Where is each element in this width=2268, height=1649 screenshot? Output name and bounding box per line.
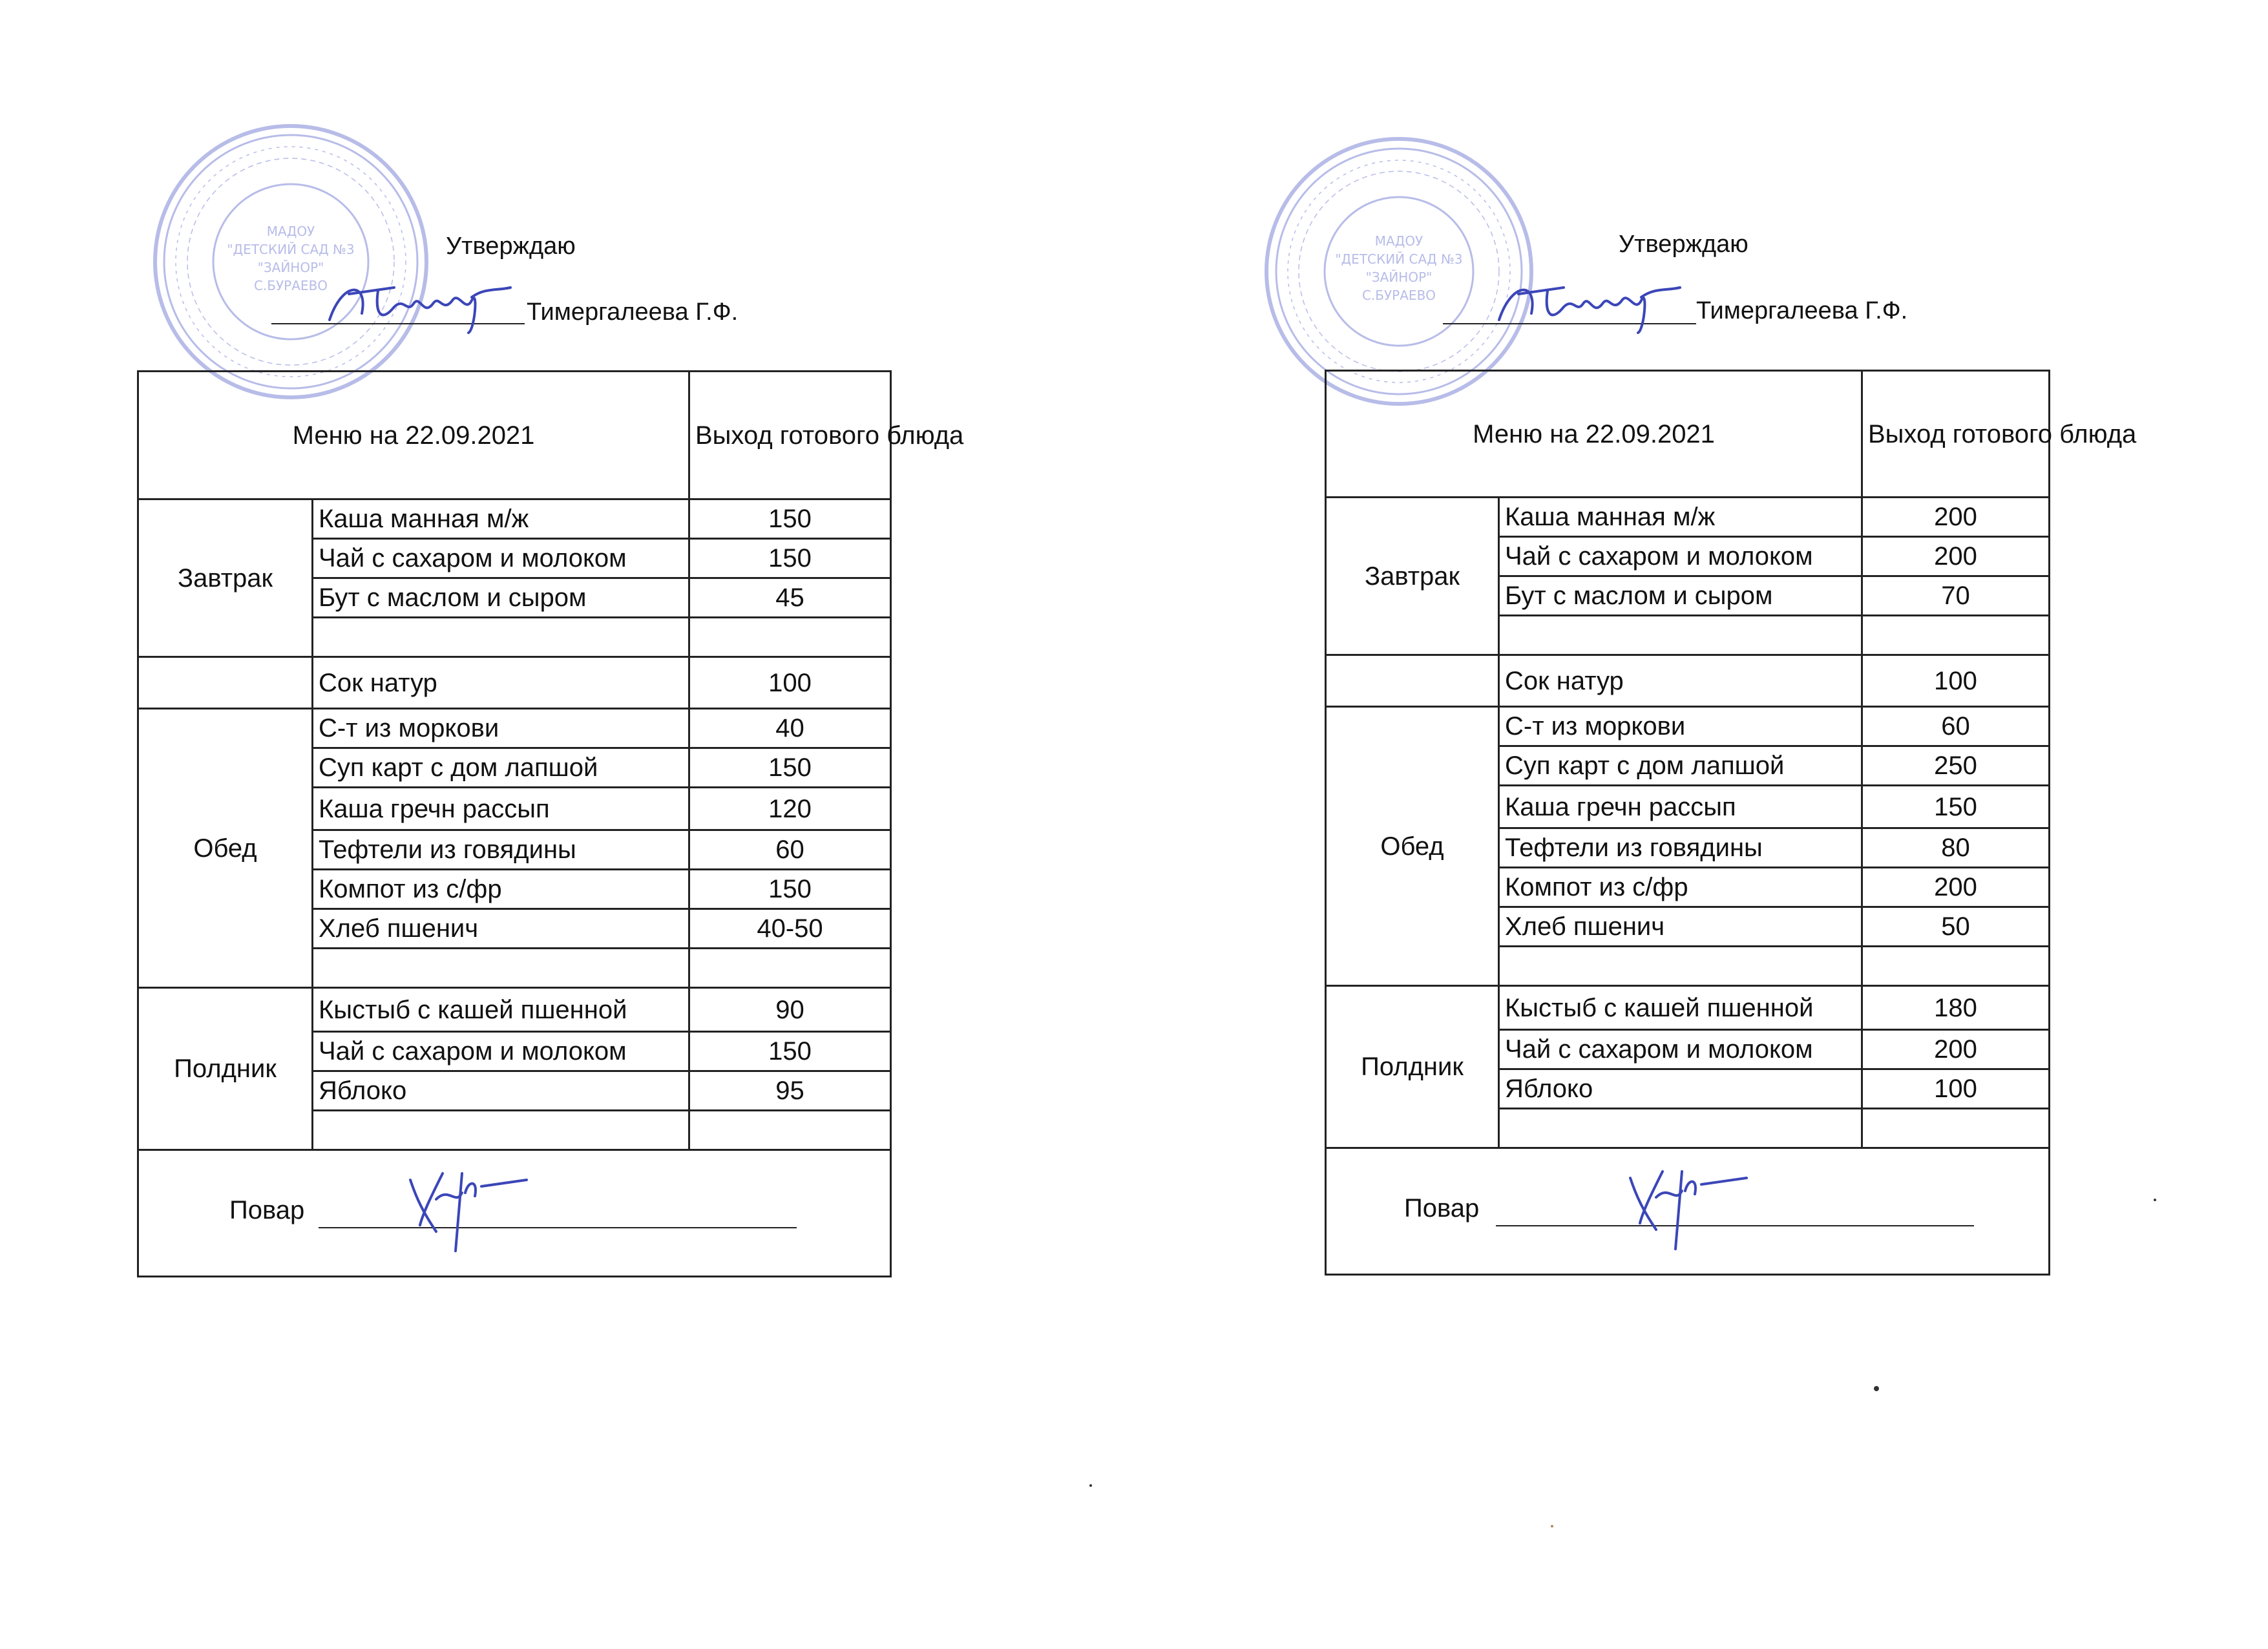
dish-name: Каша гречн рассып xyxy=(1499,786,1862,828)
dish-amount: 150 xyxy=(1862,786,2050,828)
menu-title: Меню на 22.09.2021 xyxy=(1326,371,1862,498)
dish-name: Тефтели из говядины xyxy=(1499,828,1862,868)
menu-title: Меню на 22.09.2021 xyxy=(138,372,689,499)
dish-name: Каша манная м/ж xyxy=(1499,498,1862,537)
empty-cell xyxy=(1862,616,2050,655)
dish-name: Чай с сахаром и молоком xyxy=(313,1032,689,1071)
dish-name: Тефтели из говядины xyxy=(313,830,689,870)
dish-name: С-т из моркови xyxy=(1499,707,1862,746)
dish-amount: 250 xyxy=(1862,746,2050,786)
dish-name: Бут с маслом и сыром xyxy=(313,578,689,618)
empty-cell xyxy=(138,657,313,709)
dish-amount: 45 xyxy=(689,578,891,618)
dish-amount: 150 xyxy=(689,539,891,578)
yield-header: Выход готового блюда xyxy=(689,372,891,499)
dish-name: Яблоко xyxy=(1499,1069,1862,1109)
dish-name: Хлеб пшенич xyxy=(313,909,689,949)
empty-cell xyxy=(313,618,689,657)
meal-label-breakfast: Завтрак xyxy=(138,499,313,657)
dish-amount: 200 xyxy=(1862,868,2050,907)
empty-cell xyxy=(1862,1109,2050,1148)
dish-name: Компот из с/фр xyxy=(313,870,689,909)
dish-amount: 40-50 xyxy=(689,909,891,949)
meal-label-afternoon: Полдник xyxy=(138,988,313,1150)
round-stamp xyxy=(145,120,436,404)
dish-amount: 50 xyxy=(1862,907,2050,947)
dish-name: Каша манная м/ж xyxy=(313,499,689,539)
dish-amount: 200 xyxy=(1862,1030,2050,1069)
cook-signature xyxy=(1617,1159,1759,1255)
cook-signature xyxy=(397,1161,540,1257)
stamp-line-4: С.БУРАЕВО xyxy=(1361,288,1436,303)
dish-name: Сок натур xyxy=(1499,655,1862,707)
scan-speck xyxy=(2154,1199,2156,1201)
dish-name: Чай с сахаром и молоком xyxy=(1499,537,1862,576)
dish-name: Хлеб пшенич xyxy=(1499,907,1862,947)
stamp-line-4: С.БУРАЕВО xyxy=(253,278,328,293)
dish-amount: 70 xyxy=(1862,576,2050,616)
dish-amount: 150 xyxy=(689,870,891,909)
empty-cell xyxy=(1326,655,1499,707)
approve-name: Тимергалеева Г.Ф. xyxy=(527,299,739,326)
cook-signature-cell xyxy=(1326,1148,2050,1275)
empty-cell xyxy=(689,949,891,988)
director-signature xyxy=(317,268,523,339)
empty-cell xyxy=(689,1111,891,1150)
cook-signature-line xyxy=(1496,1225,1974,1226)
yield-header: Выход готового блюда xyxy=(1862,371,2050,498)
empty-cell xyxy=(313,1111,689,1150)
approve-title: Утверждаю xyxy=(1619,231,1748,258)
stamp-line-2: "ДЕТСКИЙ САД №3 xyxy=(1335,251,1463,267)
dish-amount: 120 xyxy=(689,788,891,830)
dish-name: С-т из моркови xyxy=(313,709,689,748)
cook-label: Повар xyxy=(1404,1194,1480,1223)
dish-name: Каша гречн рассып xyxy=(313,788,689,830)
dish-amount: 80 xyxy=(1862,828,2050,868)
dish-amount: 100 xyxy=(1862,1069,2050,1109)
dish-amount: 100 xyxy=(1862,655,2050,707)
meal-label-breakfast: Завтрак xyxy=(1326,498,1499,655)
stamp-line-3: "ЗАЙНОР" xyxy=(1365,269,1433,285)
dish-name: Сок натур xyxy=(313,657,689,709)
dish-amount: 200 xyxy=(1862,537,2050,576)
scan-speck xyxy=(1551,1525,1553,1528)
empty-cell xyxy=(313,949,689,988)
stamp-line-3: "ЗАЙНОР" xyxy=(257,260,324,275)
dish-name: Чай с сахаром и молоком xyxy=(313,539,689,578)
approve-signature-line xyxy=(271,323,525,324)
cook-signature-cell xyxy=(138,1150,891,1277)
approve-title: Утверждаю xyxy=(446,233,576,260)
stamp-line-2: "ДЕТСКИЙ САД №3 xyxy=(227,242,355,257)
empty-cell xyxy=(1862,947,2050,986)
dish-name: Яблоко xyxy=(313,1071,689,1111)
scan-speck xyxy=(1874,1386,1879,1391)
dish-name: Компот из с/фр xyxy=(1499,868,1862,907)
dish-name: Кыстыб с кашей пшенной xyxy=(313,988,689,1032)
cook-label: Повар xyxy=(229,1196,305,1224)
cook-signature-line xyxy=(319,1227,797,1228)
menu-table xyxy=(1325,370,2137,1276)
dish-name: Суп карт с дом лапшой xyxy=(1499,746,1862,786)
empty-cell xyxy=(1499,947,1862,986)
dish-amount: 60 xyxy=(1862,707,2050,746)
dish-amount: 90 xyxy=(689,988,891,1032)
dish-amount: 95 xyxy=(689,1071,891,1111)
meal-label-afternoon: Полдник xyxy=(1326,986,1499,1148)
menu-table xyxy=(137,370,964,1277)
director-signature xyxy=(1486,268,1693,339)
stamp-line-1: МАДОУ xyxy=(1374,233,1423,249)
empty-cell xyxy=(1499,616,1862,655)
dish-amount: 150 xyxy=(689,1032,891,1071)
stamp-line-1: МАДОУ xyxy=(266,224,315,239)
meal-label-lunch: Обед xyxy=(138,709,313,988)
scan-speck xyxy=(1089,1484,1092,1487)
dish-amount: 150 xyxy=(689,499,891,539)
dish-name: Чай с сахаром и молоком xyxy=(1499,1030,1862,1069)
meal-label-lunch: Обед xyxy=(1326,707,1499,986)
dish-amount: 60 xyxy=(689,830,891,870)
dish-name: Кыстыб с кашей пшенной xyxy=(1499,986,1862,1030)
dish-amount: 150 xyxy=(689,748,891,788)
dish-name: Суп карт с дом лапшой xyxy=(313,748,689,788)
dish-amount: 40 xyxy=(689,709,891,748)
empty-cell xyxy=(1499,1109,1862,1148)
dish-amount: 200 xyxy=(1862,498,2050,537)
dish-amount: 100 xyxy=(689,657,891,709)
dish-amount: 180 xyxy=(1862,986,2050,1030)
dish-name: Бут с маслом и сыром xyxy=(1499,576,1862,616)
approve-signature-line xyxy=(1443,323,1696,324)
empty-cell xyxy=(689,618,891,657)
approve-name: Тимергалеева Г.Ф. xyxy=(1696,297,1908,324)
